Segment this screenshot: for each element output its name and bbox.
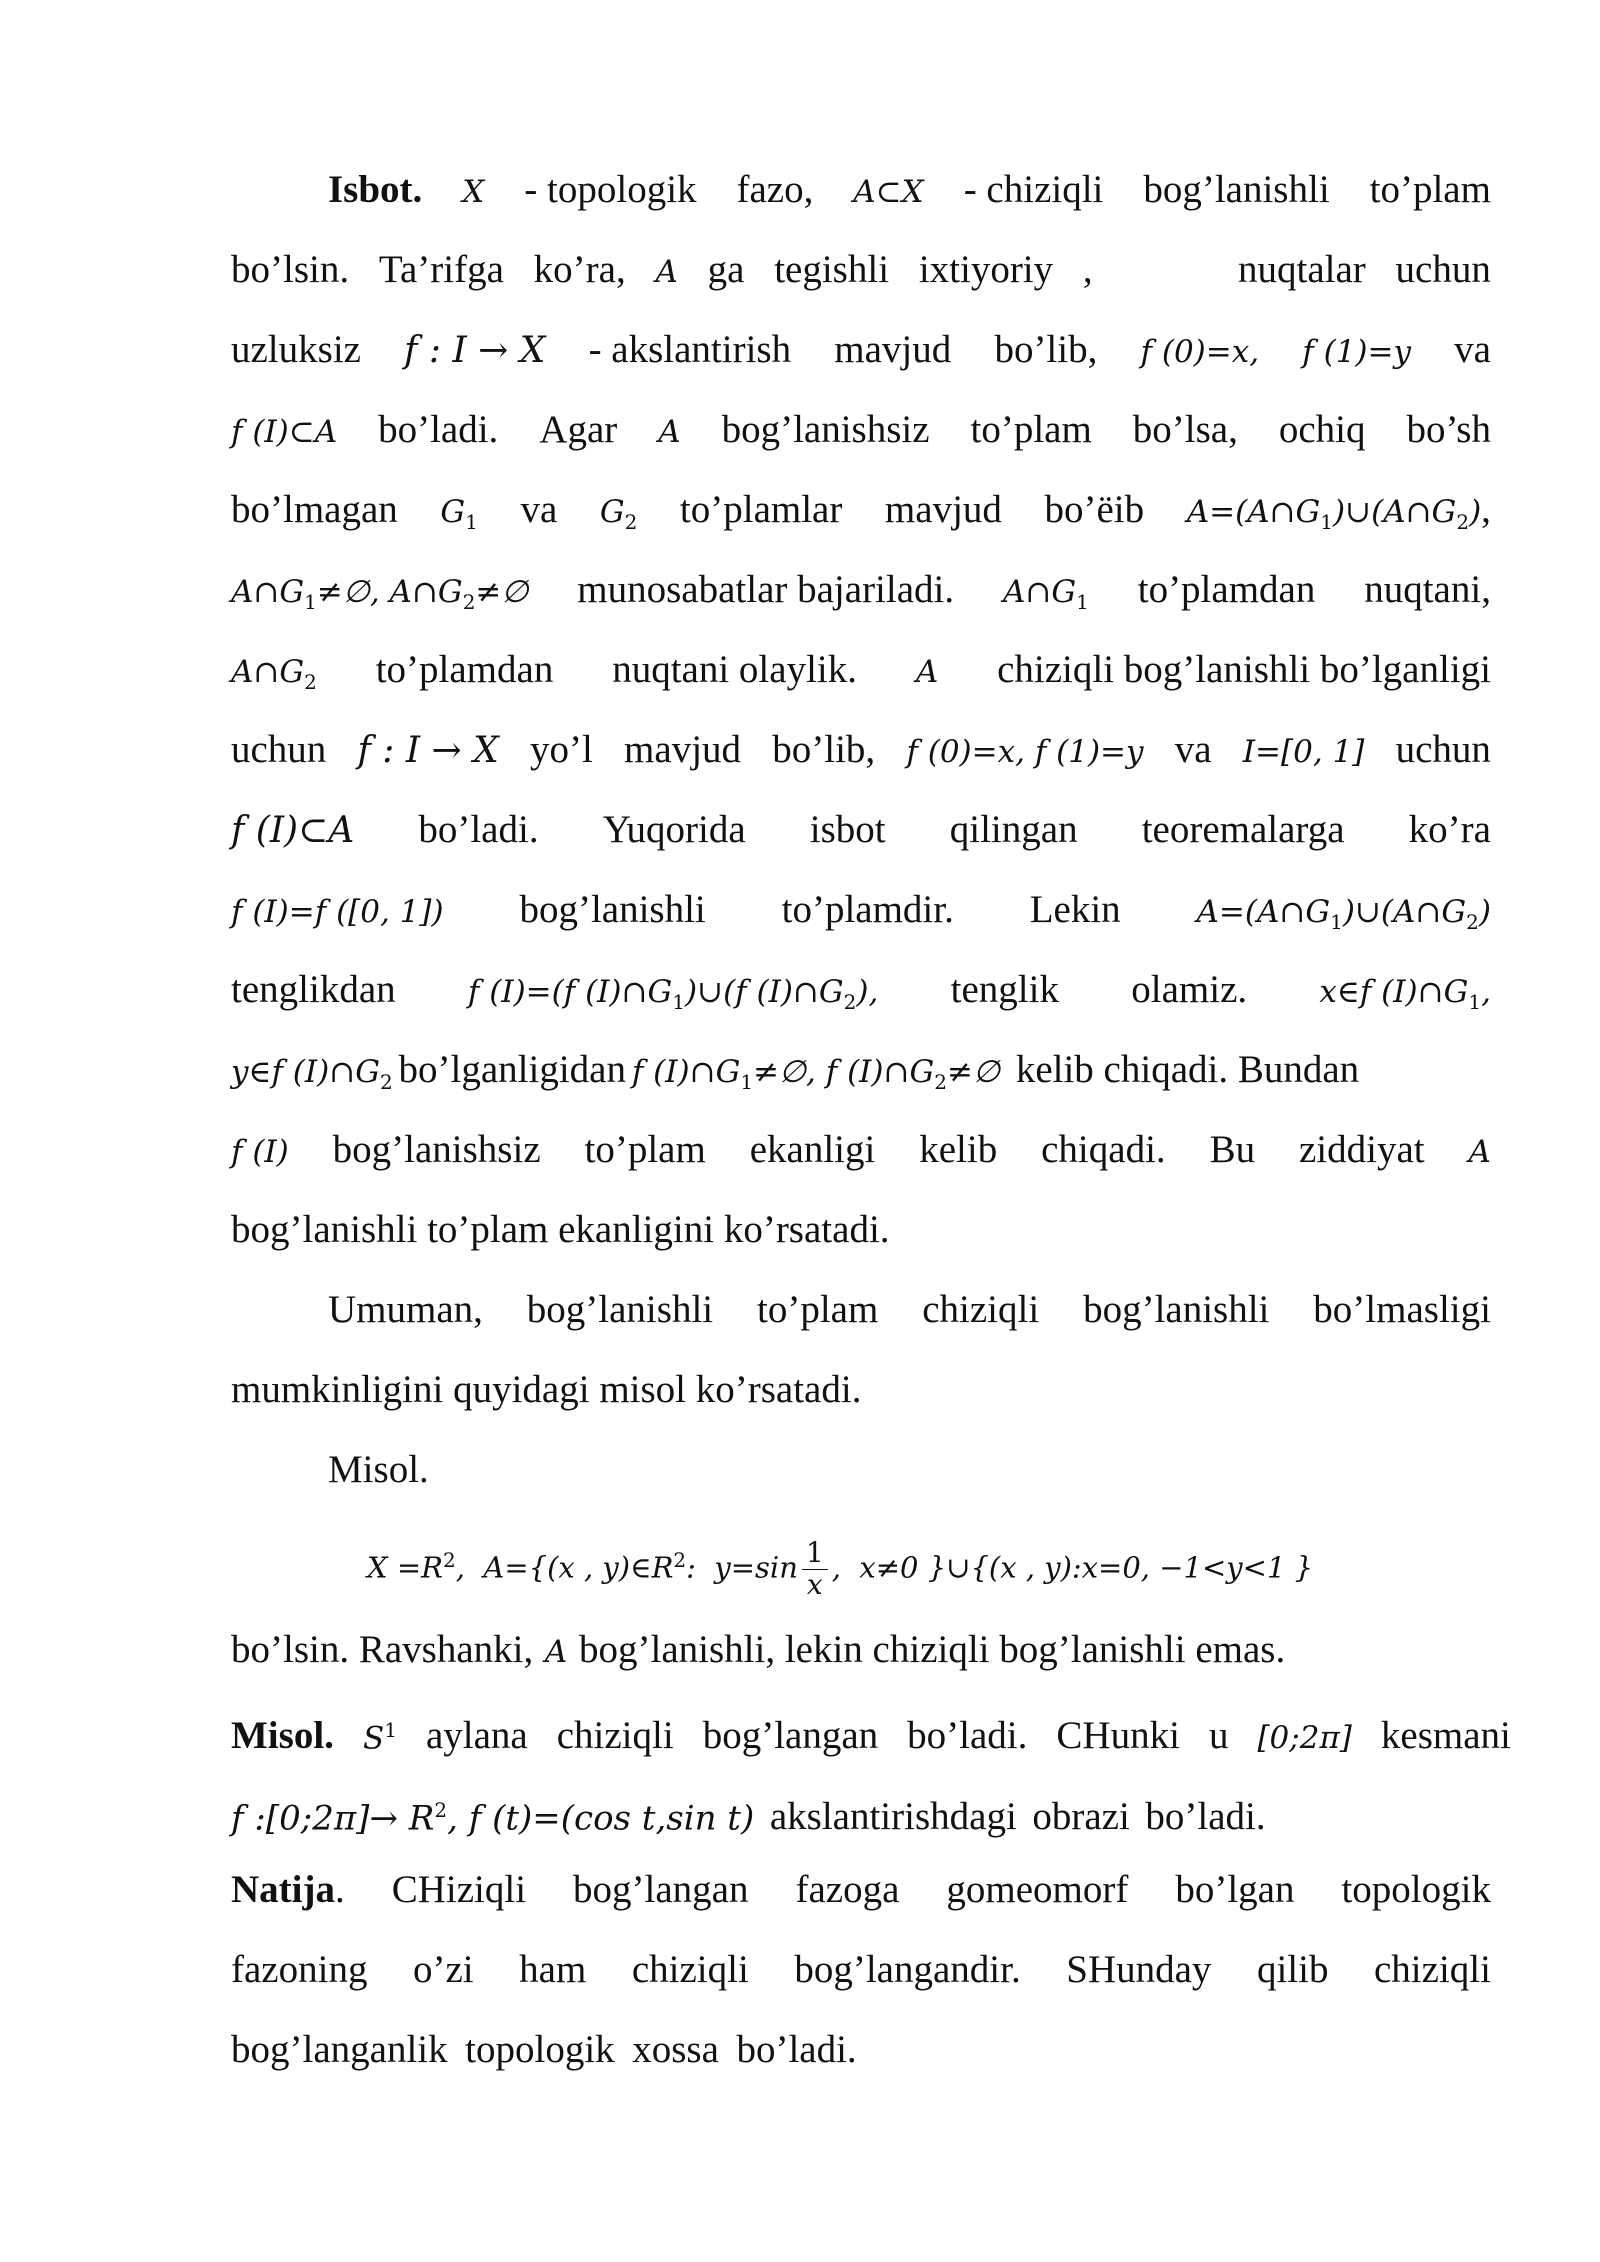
text-line	[231, 1770, 1491, 1850]
math-symbol: $A\cap G_1\ne\emptyset$, $A\cap G_2\ne\emptyset$	[231, 574, 529, 615]
word: bog’langanlik	[231, 2028, 448, 2071]
word: bog’lanishsiz	[721, 408, 930, 451]
word: to’plam	[1369, 168, 1491, 211]
word: fazoga	[795, 1868, 900, 1911]
text-line	[231, 790, 1491, 870]
word: akslantirishdagi	[769, 1795, 1017, 1839]
word: fazo,	[736, 168, 814, 211]
word: topologik	[1341, 1868, 1491, 1911]
math-symbol: f (I)=(f $(I)\cap G_1)\cup(f$ $(I)\cap G_2$),	[467, 974, 879, 1015]
math-symbol: f (0)=x,	[1140, 334, 1260, 370]
formula: $X =R^2$, A={(x , $y)\in R^2$: y=sin $\frac{1}{x}$ , x≠0 }∪{(x , y):x=0, −1<y<1 }	[367, 1536, 1314, 1602]
word: xossa	[632, 2028, 719, 2071]
text-line	[231, 550, 1491, 630]
word: Lekin	[1029, 888, 1121, 931]
word: bo’ladi.	[907, 1714, 1028, 1758]
word: bog’lanishli, lekin chiziqli bog’lanishli emas.	[579, 1628, 1286, 1671]
math-symbol: f (I)	[231, 1134, 289, 1170]
word: to’plamdan	[375, 648, 554, 691]
text-line	[231, 470, 1491, 550]
math-symbol: $A=(A\cap G_1)\cup(A\cap G_2)$	[1196, 894, 1491, 935]
word: kesmani	[1380, 1714, 1511, 1758]
word: tenglikdan	[231, 968, 396, 1011]
text-line	[231, 1350, 1491, 1430]
word: bog’langan	[573, 1868, 749, 1911]
word: bog’lanishli	[526, 1288, 714, 1331]
math-symbol: f (I)⊂A	[231, 414, 338, 450]
word: bo’lib,	[772, 728, 876, 771]
word: mavjud	[834, 328, 952, 371]
math-symbol: A	[915, 654, 939, 690]
word: bog’lanishli	[519, 888, 706, 931]
word: bo’ladi.	[418, 808, 539, 851]
word: Bu	[1209, 1128, 1256, 1171]
word: bo’lmasligi	[1313, 1288, 1491, 1331]
text-line	[231, 710, 1491, 790]
math-symbol: $A\cap G_2$	[231, 654, 317, 695]
math-symbol: A⊂X	[853, 174, 924, 210]
word: obrazi	[1032, 1795, 1130, 1839]
word: teoremalarga	[1141, 808, 1345, 851]
text-line	[231, 390, 1491, 470]
math-symbol: $A\cap G_1$	[1003, 574, 1089, 615]
text-line	[231, 150, 1491, 230]
word: uchun	[1395, 728, 1491, 771]
text-line	[231, 1850, 1491, 1930]
word: - topologik	[524, 168, 697, 211]
word: mavjud	[884, 488, 1002, 531]
word: topologik	[465, 2028, 615, 2071]
word: bog’langandir.	[794, 1948, 1021, 1991]
word: tegishli	[774, 248, 890, 291]
math-symbol: [0;2π]	[1257, 1720, 1352, 1757]
word: Umuman,	[328, 1288, 483, 1331]
word: ham	[519, 1948, 587, 1991]
text-line	[231, 1270, 1491, 1350]
word: bo’lgan	[1175, 1868, 1295, 1911]
word: kelib chiqadi. Bundan	[1015, 1048, 1360, 1091]
math-symbol: $A=(A\cap G_1)\cup(A\cap G_2)$,	[1186, 488, 1491, 535]
word: bog’langan	[702, 1714, 879, 1758]
math-symbol: $S^1$	[362, 1718, 397, 1757]
word: bo’lsin.	[231, 248, 350, 291]
word: chiziqli	[922, 1288, 1040, 1331]
text-line	[231, 950, 1491, 1030]
word: va	[1174, 728, 1212, 771]
word: bo’lsa,	[1132, 408, 1238, 451]
math-symbol: f : I → X	[404, 330, 546, 371]
word: tenglik	[950, 968, 1059, 1011]
document-page	[231, 150, 1511, 2090]
word: CHunki	[1056, 1714, 1180, 1758]
word: qilib	[1256, 1948, 1329, 1991]
text-line	[231, 1030, 1491, 1110]
word: bo’lmagan	[231, 488, 398, 531]
math-symbol: f (1)=y	[1302, 334, 1411, 370]
example-label: Misol.	[231, 1714, 334, 1758]
word: gomeomorf	[946, 1868, 1129, 1911]
word: ,	[1082, 248, 1093, 291]
word: nuqtani olaylik.	[612, 648, 857, 691]
word: chiziqli	[631, 1948, 749, 1991]
word: ko’ra	[1408, 808, 1491, 851]
math-symbol: $G_2$	[599, 494, 638, 535]
text-line	[231, 1430, 1491, 1510]
math-symbol: A	[544, 1634, 568, 1670]
fraction: $\frac{1}{x}$	[802, 1538, 828, 1601]
word: chiziqli	[1374, 1948, 1491, 1991]
word: o’zi	[412, 1948, 474, 1991]
word: bog’lanishli	[1083, 1288, 1270, 1331]
math-symbol: I=[0, 1]	[1242, 734, 1365, 770]
math-symbol: A	[658, 414, 681, 450]
word: bo’sh	[1406, 408, 1491, 451]
word: to’plam	[584, 1128, 706, 1171]
word: chiziqli bog’lanishli bo’lganligi	[997, 648, 1491, 691]
math-symbol: x∈f $(I)\cap G_1$,	[1319, 974, 1491, 1015]
word: ochiq	[1278, 408, 1366, 451]
math-symbol: y∈f $(I)\cap G_2$	[231, 1054, 393, 1095]
word: munosabatlar bajariladi.	[577, 568, 955, 611]
math-symbol: f (I)=f ([0, 1])	[231, 894, 444, 930]
word: bog’lanishsiz	[332, 1128, 541, 1171]
word: qilingan	[949, 808, 1078, 851]
word: mavjud	[624, 728, 742, 771]
text-line	[231, 230, 1491, 310]
word: ziddiyat	[1298, 1128, 1425, 1171]
word: bo’lganligidan	[398, 1048, 626, 1091]
word: chiziqli	[556, 1714, 674, 1758]
word: to’plamdan	[1137, 568, 1316, 611]
word: olamiz.	[1131, 968, 1248, 1011]
word: bo’ladi.	[378, 408, 499, 451]
math-symbol: f (0)=x, f (1)=y	[906, 734, 1144, 770]
word: aylana	[425, 1714, 528, 1758]
word: ixtiyoriy	[918, 248, 1054, 291]
proof-label: Isbot.	[328, 168, 423, 211]
text-line	[231, 1610, 1491, 1690]
word: uchun	[231, 728, 327, 771]
word: Yuqorida	[602, 808, 746, 851]
text-line	[231, 630, 1491, 710]
sentence: mumkinligini quyidagi misol ko’rsatadi.	[231, 1368, 862, 1411]
word: va	[1454, 328, 1491, 371]
word: va	[520, 488, 558, 531]
word: to’plam	[970, 408, 1092, 451]
text-line	[231, 1190, 1491, 1270]
word: kelib	[919, 1128, 998, 1171]
word: u	[1208, 1714, 1229, 1758]
word: - chiziqli	[963, 168, 1104, 211]
text-line	[231, 870, 1491, 950]
word: bog’lanishli	[1143, 168, 1330, 211]
text-line	[231, 1690, 1511, 1770]
word: bo’ëib	[1044, 488, 1145, 531]
word: Agar	[539, 408, 618, 451]
text-line	[231, 1930, 1491, 2010]
math-symbol: f : I → X	[357, 730, 499, 771]
word: ko’ra,	[533, 248, 626, 291]
text-line	[231, 310, 1491, 390]
text-line	[231, 2010, 1491, 2090]
math-symbol: A	[655, 254, 678, 290]
word: bo’ladi.	[1145, 1795, 1266, 1839]
word: chiqadi.	[1041, 1128, 1166, 1171]
word: ga	[707, 248, 745, 291]
word: SHunday	[1066, 1948, 1212, 1991]
word: nuqtani,	[1364, 568, 1491, 611]
word: nuqtalar	[1238, 248, 1366, 291]
word: to’plamlar	[679, 488, 843, 531]
math-symbol: f (I)⊂A	[231, 810, 355, 851]
word: isbot	[809, 808, 886, 851]
word: yo’l	[530, 728, 593, 771]
math-symbol: f :[0;2π]→ $R^2$, f (t)=(cos t,sin t)	[231, 1798, 755, 1839]
word: uchun	[1395, 248, 1491, 291]
word: to’plam	[757, 1288, 879, 1331]
word: to’plamdir.	[781, 888, 954, 931]
result-label: Natija	[231, 1868, 335, 1911]
word: ekanligi	[749, 1128, 876, 1171]
formula-line	[231, 1510, 1491, 1610]
word: Ta’rifga	[378, 248, 504, 291]
math-symbol: A	[1468, 1134, 1491, 1170]
word: - akslantirish	[588, 328, 792, 371]
math-symbol: f $(I)\cap G_1\ne\emptyset$, f $(I)\cap G_2\ne\emptyset$	[631, 1054, 1000, 1095]
word: bo’ladi.	[736, 2028, 857, 2071]
word: fazoning	[231, 1948, 368, 1991]
math-symbol: X	[462, 174, 485, 210]
math-symbol: $G_1$	[440, 494, 478, 535]
sentence: bog’lanishli to’plam ekanligini ko’rsatadi.	[231, 1208, 890, 1251]
result-label-group: Natija.	[231, 1868, 345, 1911]
word: uzluksiz	[231, 328, 361, 371]
word: bo’lsin. Ravshanki,	[231, 1628, 534, 1671]
word: bo’lib,	[994, 328, 1098, 371]
example-label: Misol.	[328, 1448, 429, 1491]
word: CHiziqli	[391, 1868, 527, 1911]
text-line	[231, 1110, 1491, 1190]
